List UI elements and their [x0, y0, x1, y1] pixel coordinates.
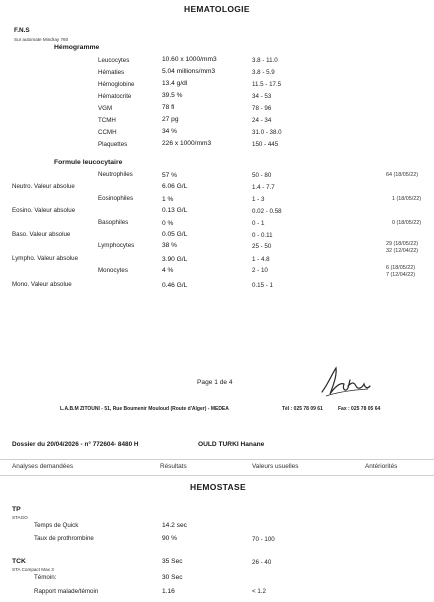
formule-label: Lymphocytes — [98, 242, 135, 249]
tp-row-range: 70 - 100 — [252, 536, 275, 543]
hemogramme-range: 150 - 445 — [252, 141, 279, 148]
hemogramme-range: 78 - 96 — [252, 105, 272, 112]
formule-range: 0 - 0.11 — [252, 232, 273, 239]
hemogramme-value: 34 % — [162, 128, 178, 135]
formule-value: 0 % — [162, 220, 174, 227]
formule-value: 57 % — [162, 172, 178, 179]
anteriority-value: 32 (12/04/22) — [386, 248, 419, 254]
anteriority-value: 6 (18/05/22) — [386, 265, 416, 271]
hemogramme-range: 24 - 34 — [252, 117, 272, 124]
test-tck-label: TCK — [12, 558, 26, 565]
hemogramme-label: Plaquettes — [98, 141, 128, 148]
analyzer-label: Sur automate Mindray 760 — [14, 37, 69, 42]
tck-row-label: Rapport malade/témoin — [34, 588, 99, 595]
test-tp-label: TP — [12, 506, 21, 513]
formule-range: 0.02 - 0.58 — [252, 208, 282, 215]
formule-title: Formule leucocytaire — [54, 159, 123, 166]
formule-range: 1 - 4.8 — [252, 256, 270, 263]
formule-value: 6.06 G/L — [162, 183, 188, 190]
formule-label: Monocytes — [98, 267, 128, 274]
formule-value: 4 % — [162, 267, 174, 274]
formule-value: 0.05 G/L — [162, 231, 188, 238]
formule-value: 3.90 G/L — [162, 256, 188, 263]
formule-label: Eosino. Valeur absolue — [12, 207, 76, 214]
formule-range: 50 - 80 — [252, 172, 272, 179]
hemogramme-value: 5.04 millions/mm3 — [162, 68, 216, 75]
hemogramme-range: 3.8 - 11.0 — [252, 57, 278, 64]
anteriority-value: 1 (18/05/22) — [392, 196, 422, 202]
hemogramme-title: Hémogramme — [54, 44, 100, 51]
tck-row-range: < 1.2 — [252, 588, 266, 595]
patient-name: OULD TURKI Hanane — [198, 441, 265, 448]
hemogramme-label: Leucocytes — [98, 57, 130, 64]
analyzer-label: STAGO — [12, 515, 28, 520]
tp-row-value: 14.2 sec — [162, 522, 187, 529]
anteriority-value: 64 (18/05/22) — [386, 172, 419, 178]
footer-fax: Fax : 025 78 05 64 — [338, 406, 381, 412]
hemogramme-range: 11.5 - 17.5 — [252, 81, 282, 88]
hemogramme-value: 39.5 % — [162, 92, 183, 99]
formule-range: 0 - 1 — [252, 220, 265, 227]
hemogramme-label: TCMH — [98, 117, 116, 124]
formule-value: 38 % — [162, 242, 178, 249]
formule-range: 2 - 10 — [252, 267, 268, 274]
tp-row-label: Taux de prothrombine — [34, 535, 94, 542]
tck-row-value: 30 Sec — [162, 574, 183, 581]
formule-label: Mono. Valeur absolue — [12, 281, 72, 288]
tck-row-label: Témoin: — [34, 574, 57, 581]
hemogramme-label: CCMH — [98, 129, 117, 136]
formule-label: Lympho. Valeur absolue — [12, 255, 79, 262]
divider — [0, 459, 434, 460]
formule-value: 1 % — [162, 196, 174, 203]
analyzer-label: STA Compact Max 3 — [12, 567, 54, 572]
tp-row-label: Temps de Quick — [34, 522, 79, 529]
column-header-results: Résultats — [160, 463, 187, 470]
formule-label: Neutrophiles — [98, 171, 133, 178]
formule-label: Basophiles — [98, 219, 129, 226]
hemogramme-label: VGM — [98, 105, 113, 112]
hemogramme-value: 10.60 x 1000/mm3 — [162, 56, 217, 63]
formule-value: 0.46 G/L — [162, 282, 188, 289]
tck-row-value: 1.16 — [162, 588, 175, 595]
anteriority-value: 0 (18/05/22) — [392, 220, 422, 226]
formule-value: 0.13 G/L — [162, 207, 188, 214]
formule-label: Eosinophiles — [98, 195, 134, 202]
tck-value: 35 Sec — [162, 558, 183, 565]
formule-range: 1.4 - 7.7 — [252, 184, 275, 191]
page-title: HEMATOLOGIE — [184, 4, 250, 14]
hemogramme-value: 27 pg — [162, 116, 179, 123]
column-header-analyses: Analyses demandées — [12, 463, 74, 470]
hemogramme-label: Hématies — [98, 69, 125, 76]
hemogramme-value: 226 x 1000/mm3 — [162, 140, 212, 147]
signature — [318, 362, 380, 402]
anteriority-value: 29 (18/05/22) — [386, 241, 419, 247]
tp-row-value: 90 % — [162, 535, 178, 542]
hemogramme-range: 34 - 53 — [252, 93, 272, 100]
footer-phone: Tél : 025 78 09 61 — [282, 406, 323, 412]
hemogramme-range: 3.8 - 5.9 — [252, 69, 275, 76]
hemogramme-value: 78 fl — [162, 104, 175, 111]
anteriority-value: 7 (12/04/22) — [386, 272, 416, 278]
hemogramme-range: 31.0 - 38.0 — [252, 129, 282, 136]
formule-range: 25 - 50 — [252, 243, 272, 250]
divider — [0, 475, 434, 476]
footer-lab-address: L.A.B.M ZITOUNI - 51, Rue Boumenir Mouloud (Route d'Alger) - MEDEA — [60, 406, 229, 412]
test-group-label: F.N.S — [14, 27, 30, 34]
hemogramme-label: Hémoglobine — [98, 81, 135, 88]
dossier-info: Dossier du 20/04/2026 - n° 772604- 8480 H — [12, 441, 139, 448]
formule-label: Baso. Valeur absolue — [12, 231, 71, 238]
formule-label: Neutro. Valeur absolue — [12, 183, 75, 190]
formule-range: 0.15 - 1 — [252, 282, 273, 289]
column-header-reference: Valeurs usuelles — [252, 463, 299, 470]
page-number: Page 1 de 4 — [197, 379, 233, 386]
section-title: HEMOSTASE — [190, 482, 246, 492]
tck-range: 26 - 40 — [252, 559, 272, 566]
hemogramme-value: 13.4 g/dl — [162, 80, 188, 87]
formule-range: 1 - 3 — [252, 196, 265, 203]
hemogramme-label: Hématocrite — [98, 93, 132, 100]
column-header-anteriorities: Antériorités — [365, 463, 398, 470]
